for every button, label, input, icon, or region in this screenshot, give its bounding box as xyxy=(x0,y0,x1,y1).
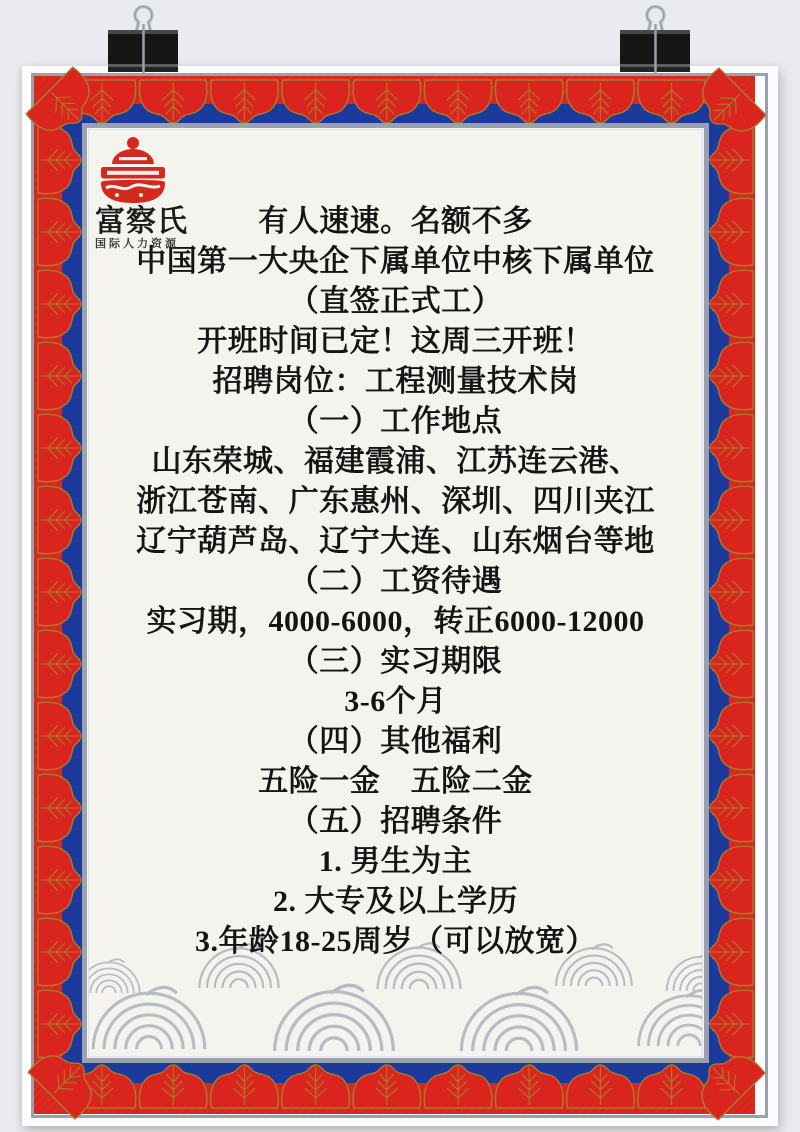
poster-text-line: （直签正式工） xyxy=(288,285,503,318)
poster-text-line: 中国第一大央企下属单位中核下属单位 xyxy=(136,245,655,278)
poster-text-line: 实习期，4000-6000，转正6000-12000 xyxy=(146,605,645,638)
poster-text-line: 辽宁葫芦岛、辽宁大连、山东烟台等地 xyxy=(136,525,655,558)
poster-text-line: （五）招聘条件 xyxy=(288,805,503,838)
poster-content-area xyxy=(89,130,702,1056)
poster-text-line: 五险一金 五险二金 xyxy=(258,765,533,798)
poster-text-line: 开班时间已定！这周三开班！ xyxy=(197,325,594,358)
poster-text-line: （四）其他福利 xyxy=(288,725,503,758)
poster-text-line: 3-6个月 xyxy=(344,685,447,718)
fu-seal-emblem-icon xyxy=(97,136,169,204)
poster-paper xyxy=(22,66,778,1126)
poster-text-line: 1. 男生为主 xyxy=(318,845,473,878)
poster-text-line: （一）工作地点 xyxy=(288,405,503,438)
binder-clip-icon xyxy=(608,0,702,80)
binder-clip-icon xyxy=(96,0,190,80)
poster-text-line: 3.年龄18-25周岁（可以放宽） xyxy=(195,925,596,958)
company-logo xyxy=(95,136,285,251)
poster-text-line: 有人速速。名额不多 xyxy=(258,205,533,238)
poster-text-line: （三）实习期限 xyxy=(288,645,503,678)
logo-name: 富察氏 xyxy=(95,205,188,238)
poster-text-line: 2. 大专及以上学历 xyxy=(273,885,518,918)
poster-text-block xyxy=(89,202,702,962)
poster-text-line: 招聘岗位：工程测量技术岗 xyxy=(212,365,579,398)
logo-subtitle: 国际人力资源 xyxy=(95,238,179,250)
poster-text-line: 浙江苍南、广东惠州、深圳、四川夹江 xyxy=(136,485,655,518)
poster-text-line: 山东荣城、福建霞浦、江苏连云港、 xyxy=(151,445,640,478)
poster-text-line: （二）工资待遇 xyxy=(288,565,503,598)
